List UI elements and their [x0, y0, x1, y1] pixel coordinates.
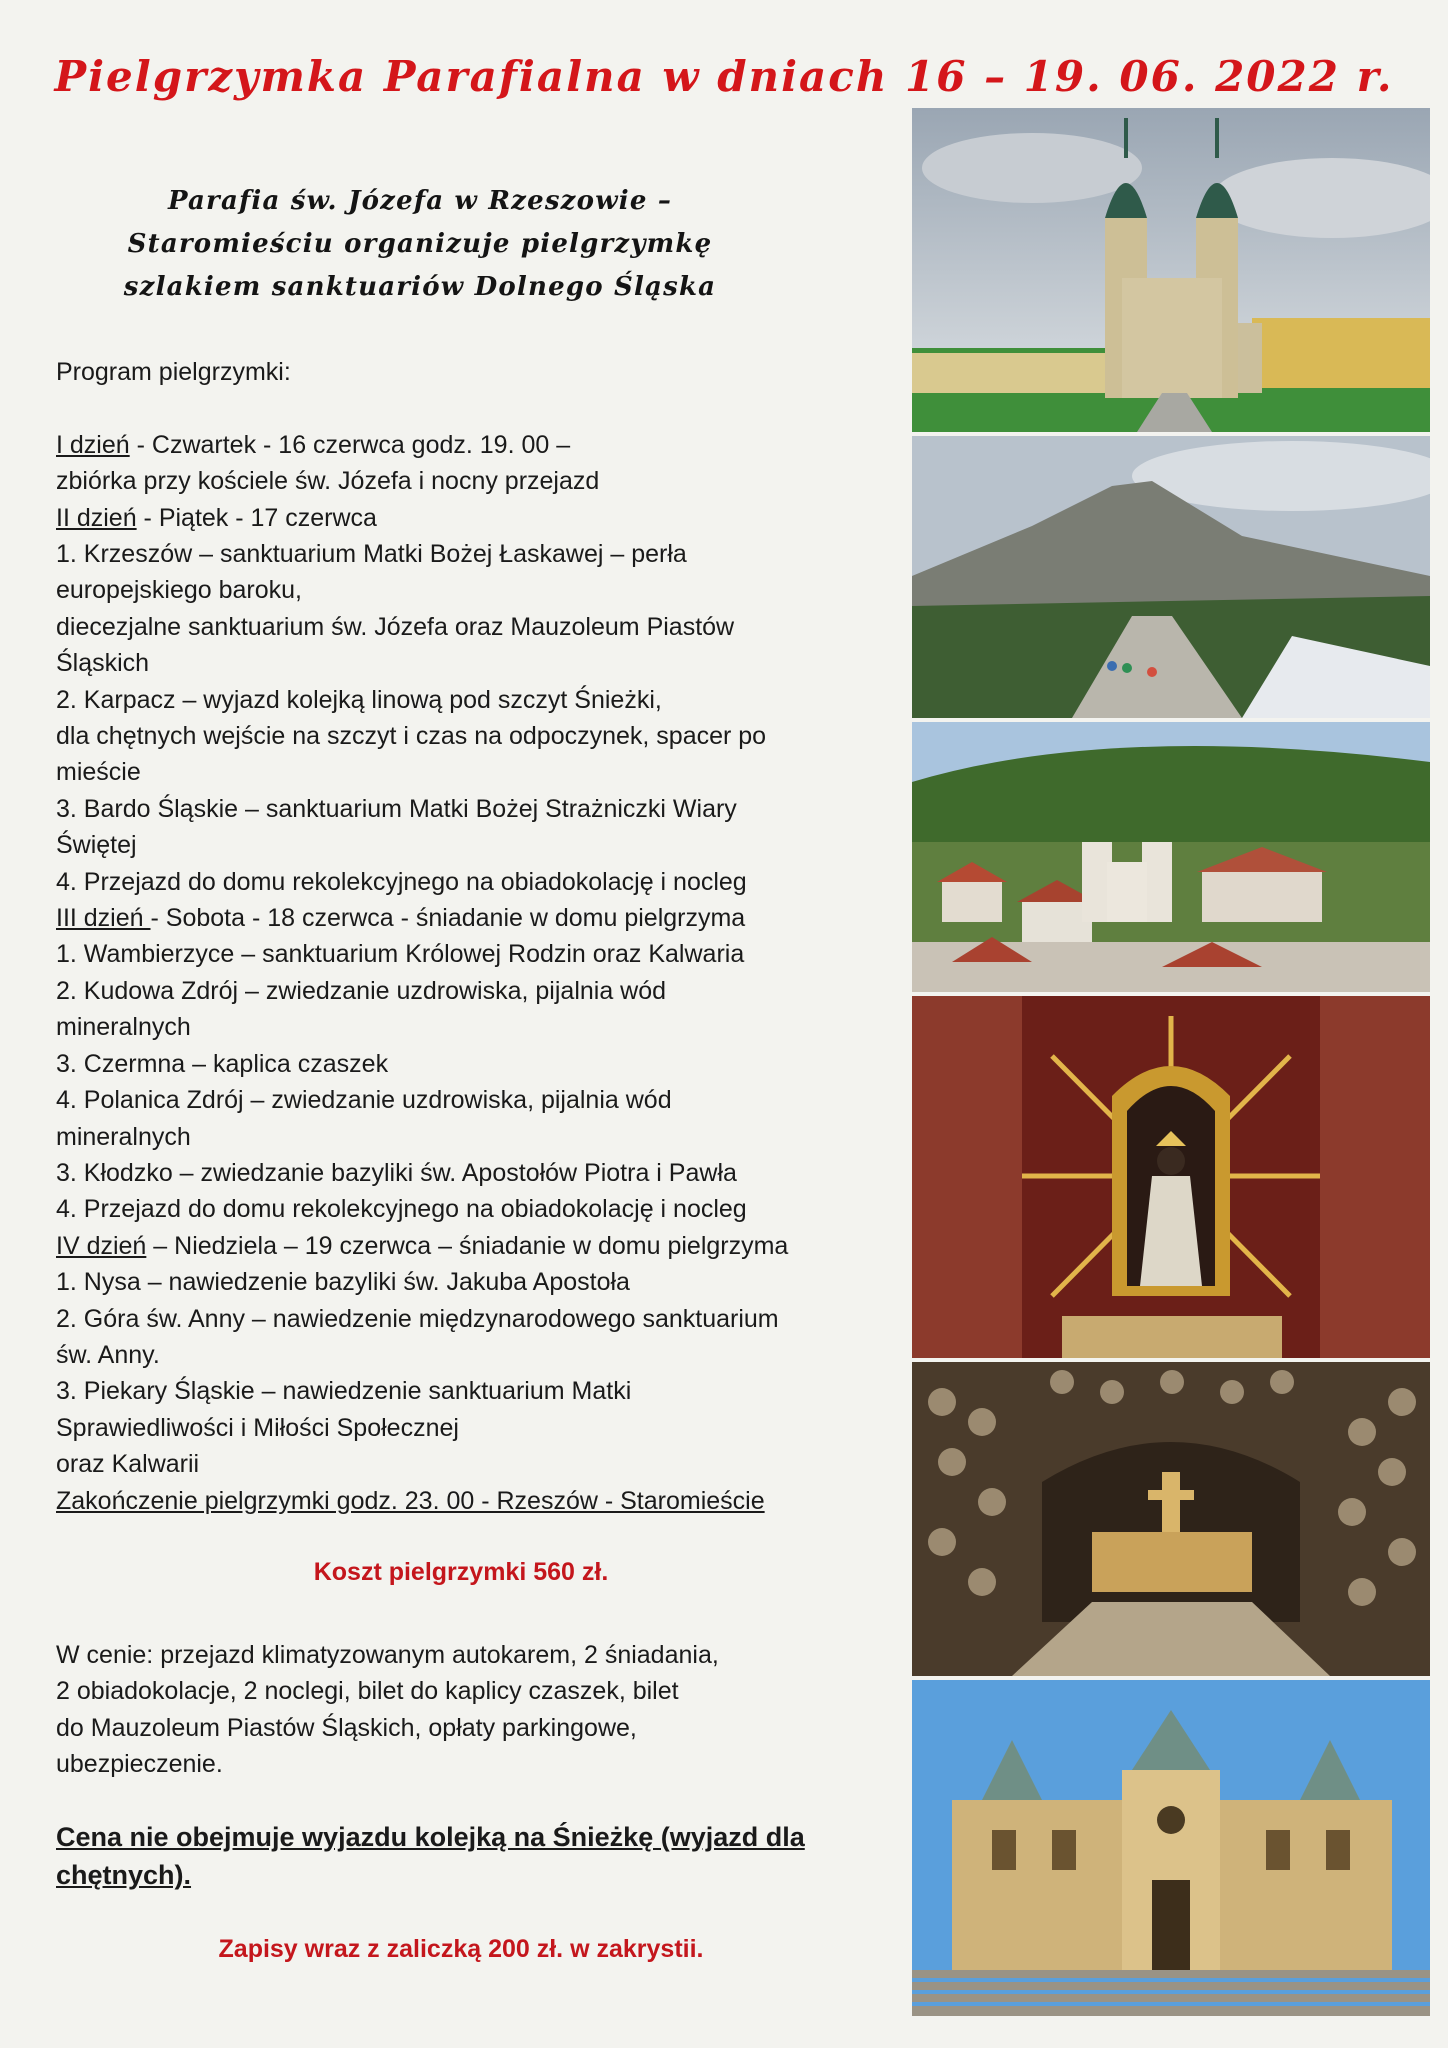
- day-1-line: zbiórka przy kościele św. Józefa i nocny przejazd: [56, 467, 600, 496]
- day-3-header: [56, 900, 876, 936]
- day-1-header: [56, 427, 876, 463]
- sniezka-mountain-photo: [912, 436, 1430, 718]
- day-4-item: oraz Kalwarii: [56, 1450, 200, 1479]
- bardo-town-photo: [912, 722, 1430, 992]
- day-2-item: Śląskich: [56, 649, 150, 678]
- price-excludes-notice: Cena nie obejmuje wyjazdu kolejką na Śnieżkę (wyjazd dla chętnych).: [56, 1822, 805, 1890]
- day-4-label: IV dzień: [56, 1231, 147, 1260]
- subtitle-line: szlakiem sanktuariów Dolnego Śląska: [123, 272, 717, 302]
- day-2-header: [56, 500, 876, 536]
- day-1-label: I dzień: [56, 430, 130, 459]
- day-2-label: II dzień: [56, 503, 137, 532]
- day-4-item: Sprawiedliwości i Miłości Społecznej: [56, 1413, 459, 1442]
- day-2-details: - Piątek - 17 czerwca: [136, 503, 377, 532]
- day-3-item: 4. Przejazd do domu rekolekcyjnego na obiadokolację i nocleg: [56, 1195, 747, 1224]
- day-2-item: 4. Przejazd do domu rekolekcyjnego na obiadokolację i nocleg: [56, 867, 747, 896]
- price-includes-line: do Mauzoleum Piastów Śląskich, opłaty parkingowe,: [56, 1713, 637, 1742]
- price-includes-line: ubezpieczenie.: [56, 1750, 223, 1779]
- day-3-item: 1. Wambierzyce – sanktuarium Królowej Rodzin oraz Kalwaria: [56, 940, 745, 969]
- day-2-item: diecezjalne sanktuarium św. Józefa oraz Mauzoleum Piastów: [56, 612, 735, 641]
- madonna-altar-photo: [912, 996, 1430, 1358]
- pilgrimage-ending: Zakończenie pielgrzymki godz. 23. 00 - Rzeszów - Staromieście: [56, 1486, 765, 1515]
- day-2-item: 1. Krzeszów – sanktuarium Matki Bożej Łaskawej – perła: [56, 540, 687, 569]
- price-includes-line: W cenie: przejazd klimatyzowanym autokarem, 2 śniadania,: [56, 1641, 719, 1669]
- day-3-item: 3. Kłodzko – zwiedzanie bazyliki św. Apostołów Piotra i Pawła: [56, 1158, 737, 1187]
- wambierzyce-basilica-photo: [912, 1680, 1430, 2016]
- day-2-item: 3. Bardo Śląskie – sanktuarium Matki Bożej Strażniczki Wiary: [56, 794, 737, 823]
- day-2-item: europejskiego baroku,: [56, 576, 302, 605]
- skull-chapel-photo: [912, 1362, 1430, 1676]
- organizer-subtitle: [60, 180, 780, 309]
- krzeszow-basilica-photo: [912, 108, 1430, 432]
- day-3-item: mineralnych: [56, 1013, 191, 1042]
- day-4-details: – Niedziela – 19 czerwca – śniadanie w domu pielgrzyma: [146, 1231, 789, 1260]
- pilgrimage-cost: Koszt pielgrzymki 560 zł.: [313, 1558, 609, 1586]
- photo-column: [912, 108, 1430, 2016]
- day-3-label: III dzień: [56, 904, 151, 933]
- program-section: [56, 354, 876, 1519]
- price-includes-line: 2 obiadokolacje, 2 noclegi, bilet do kaplicy czaszek, bilet: [56, 1677, 679, 1706]
- day-4-item: 3. Piekary Śląskie – nawiedzenie sanktuarium Matki: [56, 1377, 632, 1406]
- day-4-item: św. Anny.: [56, 1340, 160, 1369]
- day-4-item: 2. Góra św. Anny – nawiedzenie międzynarodowego sanktuarium: [56, 1304, 779, 1333]
- day-2-item: 2. Karpacz – wyjazd kolejką linową pod szczyt Śnieżki,: [56, 685, 662, 714]
- day-3-item: 4. Polanica Zdrój – zwiedzanie uzdrowiska, pijalnia wód: [56, 1086, 672, 1115]
- day-3-details: - Sobota - 18 czerwca - śniadanie w domu pielgrzyma: [150, 904, 746, 933]
- subtitle-line: Parafia św. Józefa w Rzeszowie –: [167, 186, 673, 216]
- day-4-header: [56, 1228, 876, 1264]
- price-includes: [56, 1637, 876, 1783]
- day-2-item: dla chętnych wejście na szczyt i czas na odpoczynek, spacer po: [56, 722, 767, 751]
- program-heading: Program pielgrzymki:: [56, 358, 291, 386]
- day-1-details: - Czwartek - 16 czerwca godz. 19. 00 –: [129, 430, 571, 459]
- day-3-item: 3. Czermna – kaplica czaszek: [56, 1049, 389, 1078]
- signup-notice: Zapisy wraz z zaliczką 200 zł. w zakrystii.: [218, 1935, 704, 1963]
- day-3-item: 2. Kudowa Zdrój – zwiedzanie uzdrowiska, pijalnia wód: [56, 976, 667, 1005]
- day-3-item: mineralnych: [56, 1122, 191, 1151]
- day-2-item: mieście: [56, 758, 141, 787]
- day-2-item: Świętej: [56, 831, 137, 860]
- subtitle-line: Staromieściu organizuje pielgrzymkę: [127, 229, 713, 259]
- page-title: Pielgrzymka Parafialna w dniach 16 – 19. 06. 2022 r.: [54, 52, 1394, 101]
- day-4-item: 1. Nysa – nawiedzenie bazyliki św. Jakuba Apostoła: [56, 1268, 630, 1297]
